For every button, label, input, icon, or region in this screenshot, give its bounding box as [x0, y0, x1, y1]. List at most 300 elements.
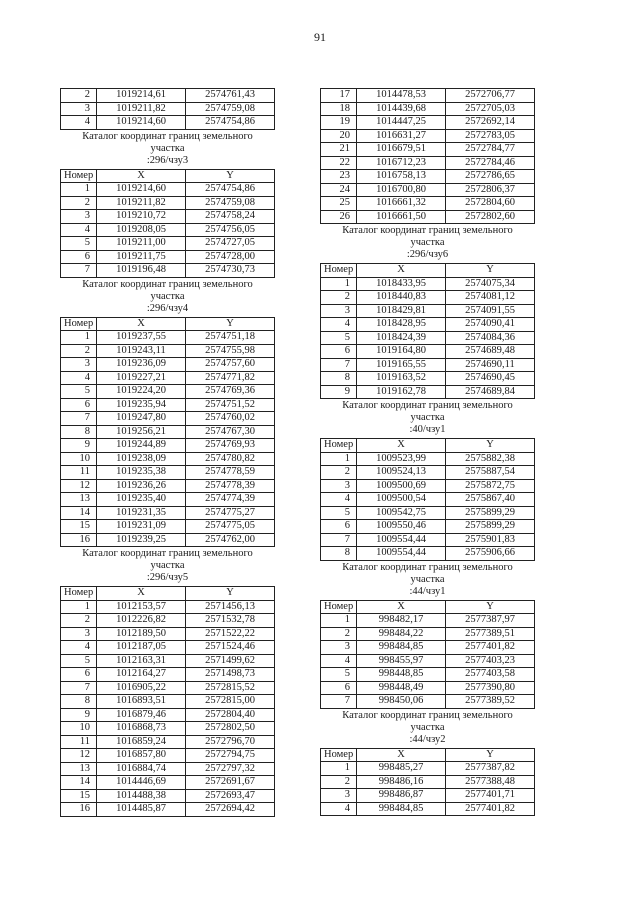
- catalog-block: [320, 400, 535, 561]
- x-coordinate: 1016712,23: [357, 156, 446, 170]
- table-header-row: [321, 439, 535, 453]
- caption-line: Каталог координат границ земельного: [82, 130, 253, 142]
- catalog-caption: [320, 562, 535, 598]
- table-row: [321, 641, 535, 655]
- table-row: [61, 250, 275, 264]
- point-number: 1: [321, 762, 357, 776]
- point-number: 6: [321, 345, 357, 359]
- y-coordinate: 2571456,13: [186, 600, 275, 614]
- y-coordinate: 2574759,08: [186, 196, 275, 210]
- point-number: 4: [61, 223, 97, 237]
- catalog-caption: [60, 279, 275, 315]
- point-number: 7: [61, 264, 97, 278]
- x-coordinate: 998450,06: [357, 695, 446, 709]
- y-coordinate: 2577401,82: [446, 641, 535, 655]
- y-coordinate: 2574775,05: [186, 520, 275, 534]
- x-coordinate: 1009554,44: [357, 547, 446, 561]
- point-number: 15: [61, 520, 97, 534]
- point-number: 7: [321, 358, 357, 372]
- y-coordinate: 2574769,36: [186, 385, 275, 399]
- caption-line: :296/чзу3: [146, 154, 189, 166]
- y-coordinate: 2574751,18: [186, 331, 275, 345]
- table-row: [61, 506, 275, 520]
- table-row: [321, 304, 535, 318]
- y-coordinate: 2574727,05: [186, 237, 275, 251]
- point-number: 8: [61, 695, 97, 709]
- table-row: [61, 210, 275, 224]
- y-coordinate: 2572796,70: [186, 735, 275, 749]
- point-number: 5: [61, 237, 97, 251]
- table-row: [321, 654, 535, 668]
- y-coordinate: 2577403,58: [446, 668, 535, 682]
- x-coordinate: 1019224,20: [97, 385, 186, 399]
- catalog-caption: [60, 131, 275, 167]
- table-row: [321, 466, 535, 480]
- coordinates-table: [320, 600, 535, 709]
- x-coordinate: 1012226,82: [97, 614, 186, 628]
- point-number: 5: [61, 385, 97, 399]
- table-row: [321, 156, 535, 170]
- header-number: Номер: [321, 748, 357, 762]
- point-number: 2: [321, 775, 357, 789]
- x-coordinate: 1019231,35: [97, 506, 186, 520]
- x-coordinate: 1009524,13: [357, 466, 446, 480]
- point-number: 5: [321, 506, 357, 520]
- y-coordinate: 2575906,66: [446, 547, 535, 561]
- table-row: [321, 789, 535, 803]
- point-number: 13: [61, 493, 97, 507]
- table-row: [321, 520, 535, 534]
- y-coordinate: 2575872,75: [446, 479, 535, 493]
- point-number: 4: [321, 802, 357, 816]
- caption-line: :44/чзу2: [409, 733, 446, 745]
- table-row: [321, 372, 535, 386]
- table-row: [321, 129, 535, 143]
- x-coordinate: 1012153,57: [97, 600, 186, 614]
- caption-line: участка: [410, 237, 445, 248]
- table-row: [321, 291, 535, 305]
- point-number: 9: [61, 708, 97, 722]
- caption-line: Каталог координат границ земельного: [82, 278, 253, 290]
- y-coordinate: 2574730,73: [186, 264, 275, 278]
- y-coordinate: 2574760,02: [186, 412, 275, 426]
- coordinates-table: [60, 169, 275, 278]
- caption-line: участка: [150, 560, 185, 571]
- x-coordinate: 1019211,00: [97, 237, 186, 251]
- point-number: 10: [61, 452, 97, 466]
- table-row: [321, 277, 535, 291]
- point-number: 5: [321, 331, 357, 345]
- catalog-caption: [320, 710, 535, 746]
- x-coordinate: 1019210,72: [97, 210, 186, 224]
- y-coordinate: 2574690,11: [446, 358, 535, 372]
- point-number: 7: [61, 681, 97, 695]
- header-y: Y: [446, 600, 535, 614]
- table-row: [61, 264, 275, 278]
- coordinates-table: [60, 586, 275, 817]
- x-coordinate: 998486,16: [357, 775, 446, 789]
- x-coordinate: 1019238,09: [97, 452, 186, 466]
- point-number: 8: [61, 425, 97, 439]
- caption-line: :44/чзу1: [409, 585, 446, 597]
- y-coordinate: 2571499,62: [186, 654, 275, 668]
- table-header-row: [321, 748, 535, 762]
- table-row: [321, 479, 535, 493]
- table-row: [321, 358, 535, 372]
- table-row: [61, 331, 275, 345]
- table-row: [321, 627, 535, 641]
- header-y: Y: [186, 169, 275, 183]
- catalog-block: [60, 131, 275, 278]
- x-coordinate: 998485,27: [357, 762, 446, 776]
- header-x: X: [357, 264, 446, 278]
- x-coordinate: 1016884,74: [97, 762, 186, 776]
- x-coordinate: 1019231,09: [97, 520, 186, 534]
- x-coordinate: 1019162,78: [357, 385, 446, 399]
- y-coordinate: 2571522,22: [186, 627, 275, 641]
- y-coordinate: 2574751,52: [186, 398, 275, 412]
- table-row: [61, 439, 275, 453]
- header-number: Номер: [61, 317, 97, 331]
- x-coordinate: 1016679,51: [357, 143, 446, 157]
- table-header-row: [61, 587, 275, 601]
- y-coordinate: 2574778,59: [186, 466, 275, 480]
- x-coordinate: 1016905,22: [97, 681, 186, 695]
- y-coordinate: 2572706,77: [446, 89, 535, 103]
- point-number: 9: [61, 439, 97, 453]
- table-row: [321, 452, 535, 466]
- y-coordinate: 2574775,27: [186, 506, 275, 520]
- table-row: [61, 116, 275, 130]
- table-row: [61, 385, 275, 399]
- table-row: [61, 183, 275, 197]
- point-number: 6: [321, 520, 357, 534]
- coordinates-table: [320, 88, 535, 224]
- table-row: [321, 89, 535, 103]
- y-coordinate: 2574761,43: [186, 89, 275, 103]
- header-x: X: [357, 439, 446, 453]
- right-column: [320, 88, 535, 816]
- x-coordinate: 1014439,68: [357, 102, 446, 116]
- x-coordinate: 1019247,80: [97, 412, 186, 426]
- x-coordinate: 1014485,87: [97, 803, 186, 817]
- table-row: [321, 170, 535, 184]
- caption-line: участка: [410, 412, 445, 423]
- caption-line: участка: [150, 290, 185, 302]
- x-coordinate: 1019235,38: [97, 466, 186, 480]
- table-row: [321, 547, 535, 561]
- table-row: [321, 533, 535, 547]
- caption-line: Каталог координат границ земельного: [342, 400, 513, 411]
- point-number: 7: [61, 412, 97, 426]
- point-number: 6: [61, 398, 97, 412]
- y-coordinate: 2577387,82: [446, 762, 535, 776]
- table-row: [321, 668, 535, 682]
- header-number: Номер: [321, 439, 357, 453]
- x-coordinate: 1014488,38: [97, 789, 186, 803]
- table-row: [61, 371, 275, 385]
- x-coordinate: 1012163,31: [97, 654, 186, 668]
- table-row: [61, 641, 275, 655]
- y-coordinate: 2577403,23: [446, 654, 535, 668]
- point-number: 1: [61, 600, 97, 614]
- y-coordinate: 2574769,93: [186, 439, 275, 453]
- table-row: [61, 654, 275, 668]
- point-number: 1: [321, 614, 357, 628]
- header-x: X: [97, 169, 186, 183]
- x-coordinate: 1019236,09: [97, 358, 186, 372]
- y-coordinate: 2574091,55: [446, 304, 535, 318]
- catalog-caption: [320, 225, 535, 261]
- point-number: 3: [61, 627, 97, 641]
- table-row: [61, 493, 275, 507]
- table-row: [321, 681, 535, 695]
- x-coordinate: 1009542,75: [357, 506, 446, 520]
- point-number: 14: [61, 506, 97, 520]
- table-row: [321, 385, 535, 399]
- table-header-row: [321, 264, 535, 278]
- table-row: [61, 614, 275, 628]
- point-number: 21: [321, 143, 357, 157]
- point-number: 5: [61, 654, 97, 668]
- point-number: 5: [321, 668, 357, 682]
- y-coordinate: 2571498,73: [186, 668, 275, 682]
- y-coordinate: 2577401,71: [446, 789, 535, 803]
- x-coordinate: 1019165,55: [357, 358, 446, 372]
- coordinates-table: [320, 263, 535, 399]
- y-coordinate: 2575901,83: [446, 533, 535, 547]
- table-header-row: [321, 600, 535, 614]
- point-number: 12: [61, 749, 97, 763]
- y-coordinate: 2574759,08: [186, 102, 275, 116]
- x-coordinate: 1016893,51: [97, 695, 186, 709]
- point-number: 11: [61, 466, 97, 480]
- point-number: 2: [61, 614, 97, 628]
- y-coordinate: 2572815,00: [186, 695, 275, 709]
- x-coordinate: 1019214,60: [97, 183, 186, 197]
- coordinates-table: [60, 88, 275, 130]
- x-coordinate: 1019235,40: [97, 493, 186, 507]
- point-number: 2: [321, 627, 357, 641]
- caption-line: Каталог координат границ земельного: [342, 709, 513, 721]
- x-coordinate: 1019244,89: [97, 439, 186, 453]
- table-row: [321, 493, 535, 507]
- point-number: 7: [321, 695, 357, 709]
- table-row: [61, 196, 275, 210]
- x-coordinate: 1019243,11: [97, 344, 186, 358]
- point-number: 2: [61, 344, 97, 358]
- point-number: 6: [61, 250, 97, 264]
- header-y: Y: [446, 439, 535, 453]
- table-row: [61, 708, 275, 722]
- coordinates-table: [320, 748, 535, 817]
- x-coordinate: 1019211,82: [97, 196, 186, 210]
- point-number: 16: [61, 803, 97, 817]
- point-number: 10: [61, 722, 97, 736]
- table-row: [61, 520, 275, 534]
- point-number: 1: [321, 452, 357, 466]
- y-coordinate: 2575887,54: [446, 466, 535, 480]
- table-row: [321, 614, 535, 628]
- y-coordinate: 2575882,38: [446, 452, 535, 466]
- caption-line: Каталог координат границ земельного: [342, 561, 513, 573]
- x-coordinate: 1009500,69: [357, 479, 446, 493]
- table-row: [61, 533, 275, 547]
- x-coordinate: 1016758,13: [357, 170, 446, 184]
- x-coordinate: 1019235,94: [97, 398, 186, 412]
- table-row: [321, 102, 535, 116]
- y-coordinate: 2574689,84: [446, 385, 535, 399]
- y-coordinate: 2574690,45: [446, 372, 535, 386]
- point-number: 22: [321, 156, 357, 170]
- table-row: [321, 802, 535, 816]
- x-coordinate: 1019236,26: [97, 479, 186, 493]
- table-header-row: [61, 317, 275, 331]
- table-row: [61, 223, 275, 237]
- table-row: [61, 735, 275, 749]
- y-coordinate: 2572804,40: [186, 708, 275, 722]
- table-row: [61, 398, 275, 412]
- caption-line: Каталог координат границ земельного: [82, 548, 253, 559]
- table-row: [61, 466, 275, 480]
- y-coordinate: 2572802,50: [186, 722, 275, 736]
- point-number: 23: [321, 170, 357, 184]
- x-coordinate: 998484,85: [357, 802, 446, 816]
- header-x: X: [97, 587, 186, 601]
- y-coordinate: 2571532,78: [186, 614, 275, 628]
- point-number: 4: [321, 654, 357, 668]
- table-row: [321, 210, 535, 224]
- x-coordinate: 1016631,27: [357, 129, 446, 143]
- point-number: 3: [61, 358, 97, 372]
- point-number: 17: [321, 89, 357, 103]
- y-coordinate: 2572786,65: [446, 170, 535, 184]
- table-row: [321, 318, 535, 332]
- header-y: Y: [446, 748, 535, 762]
- point-number: 2: [321, 466, 357, 480]
- point-number: 18: [321, 102, 357, 116]
- table-row: [321, 143, 535, 157]
- point-number: 15: [61, 789, 97, 803]
- y-coordinate: 2572806,37: [446, 183, 535, 197]
- caption-line: :296/чзу5: [146, 572, 189, 583]
- y-coordinate: 2574689,48: [446, 345, 535, 359]
- y-coordinate: 2574754,86: [186, 116, 275, 130]
- y-coordinate: 2572691,67: [186, 776, 275, 790]
- point-number: 1: [61, 183, 97, 197]
- point-number: 8: [321, 547, 357, 561]
- table-row: [321, 197, 535, 211]
- header-number: Номер: [321, 600, 357, 614]
- x-coordinate: 1014446,69: [97, 776, 186, 790]
- y-coordinate: 2572705,03: [446, 102, 535, 116]
- y-coordinate: 2572694,42: [186, 803, 275, 817]
- table-row: [61, 776, 275, 790]
- x-coordinate: 1019208,05: [97, 223, 186, 237]
- x-coordinate: 1019211,75: [97, 250, 186, 264]
- table-row: [61, 762, 275, 776]
- x-coordinate: 1014447,25: [357, 116, 446, 130]
- x-coordinate: 1016661,32: [357, 197, 446, 211]
- y-coordinate: 2575867,40: [446, 493, 535, 507]
- point-number: 3: [321, 304, 357, 318]
- catalog-block: [60, 548, 275, 817]
- point-number: 8: [321, 372, 357, 386]
- x-coordinate: 1019164,80: [357, 345, 446, 359]
- catalog-block: [320, 225, 535, 399]
- x-coordinate: 998484,22: [357, 627, 446, 641]
- caption-line: :40/чзу1: [409, 424, 446, 435]
- y-coordinate: 2574767,30: [186, 425, 275, 439]
- left-column: [60, 88, 275, 817]
- table-row: [61, 749, 275, 763]
- point-number: 2: [61, 89, 97, 103]
- x-coordinate: 1009523,99: [357, 452, 446, 466]
- header-x: X: [357, 600, 446, 614]
- y-coordinate: 2577389,52: [446, 695, 535, 709]
- y-coordinate: 2574774,39: [186, 493, 275, 507]
- table-row: [321, 345, 535, 359]
- y-coordinate: 2574728,00: [186, 250, 275, 264]
- y-coordinate: 2574754,86: [186, 183, 275, 197]
- coordinates-table: [60, 317, 275, 548]
- table-row: [61, 479, 275, 493]
- x-coordinate: 1012187,05: [97, 641, 186, 655]
- table-row: [321, 331, 535, 345]
- y-coordinate: 2574762,00: [186, 533, 275, 547]
- point-number: 4: [61, 641, 97, 655]
- y-coordinate: 2574081,12: [446, 291, 535, 305]
- y-coordinate: 2577388,48: [446, 775, 535, 789]
- point-number: 6: [61, 668, 97, 682]
- table-row: [61, 789, 275, 803]
- y-coordinate: 2572784,46: [446, 156, 535, 170]
- table-row: [321, 695, 535, 709]
- y-coordinate: 2572804,60: [446, 197, 535, 211]
- x-coordinate: 1018429,81: [357, 304, 446, 318]
- point-number: 14: [61, 776, 97, 790]
- x-coordinate: 1019214,60: [97, 116, 186, 130]
- point-number: 20: [321, 129, 357, 143]
- caption-line: участка: [150, 142, 185, 154]
- x-coordinate: 1019211,82: [97, 102, 186, 116]
- x-coordinate: 998484,85: [357, 641, 446, 655]
- header-number: Номер: [61, 169, 97, 183]
- x-coordinate: 1016857,80: [97, 749, 186, 763]
- header-x: X: [357, 748, 446, 762]
- table-row: [61, 803, 275, 817]
- x-coordinate: 1019196,48: [97, 264, 186, 278]
- x-coordinate: 1016868,73: [97, 722, 186, 736]
- x-coordinate: 998482,17: [357, 614, 446, 628]
- header-number: Номер: [321, 264, 357, 278]
- y-coordinate: 2574075,34: [446, 277, 535, 291]
- x-coordinate: 1016879,46: [97, 708, 186, 722]
- catalog-block: [320, 88, 535, 224]
- catalog-block: [60, 88, 275, 130]
- table-row: [61, 425, 275, 439]
- table-row: [61, 452, 275, 466]
- point-number: 3: [321, 641, 357, 655]
- point-number: 11: [61, 735, 97, 749]
- table-row: [61, 412, 275, 426]
- point-number: 26: [321, 210, 357, 224]
- header-y: Y: [446, 264, 535, 278]
- point-number: 3: [321, 479, 357, 493]
- point-number: 16: [61, 533, 97, 547]
- table-row: [61, 600, 275, 614]
- table-row: [61, 358, 275, 372]
